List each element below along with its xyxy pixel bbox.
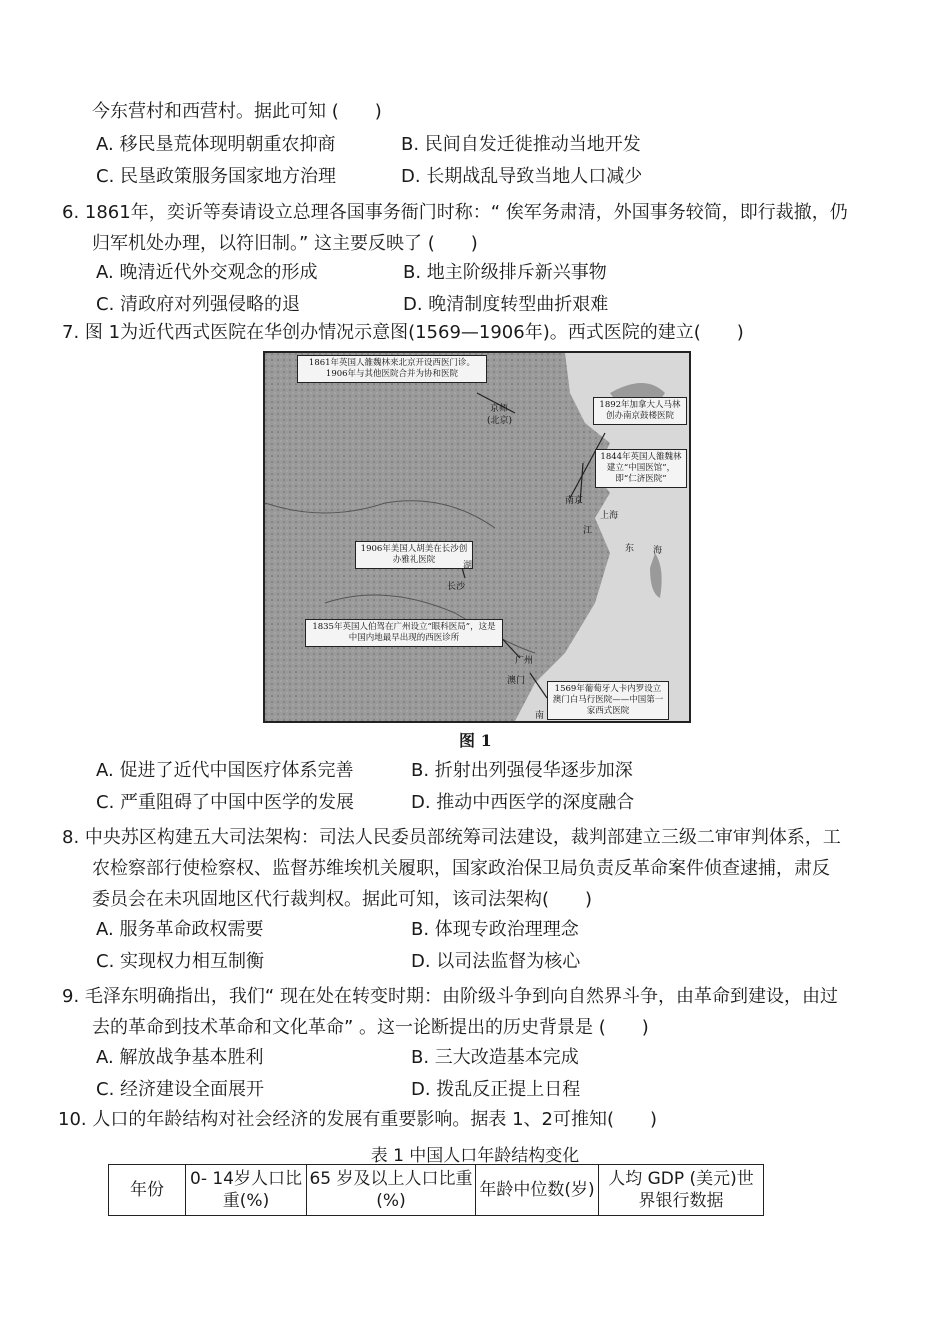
q8-option-a: A. 服务革命政权需要 xyxy=(96,919,264,940)
q5-option-b: B. 民间自发迁徙推动当地开发 xyxy=(401,134,641,155)
label-macau: 澳门 xyxy=(507,676,526,686)
q5-option-a: A. 移民垦荒体现明朝重农抑商 xyxy=(96,134,336,155)
q6-option-a: A. 晚清近代外交观念的形成 xyxy=(96,262,318,283)
q9-stem-line2: 去的革命到技术革命和文化革命” 。这一论断提出的历史背景是 ( ) xyxy=(92,1017,649,1038)
q9-option-b: B. 三大改造基本完成 xyxy=(411,1047,579,1068)
q7-stem: 7. 图 1为近代西式医院在华创办情况示意图(1569—1906年)。西式医院的建立( ) xyxy=(62,322,744,343)
label-changsha: 长沙 xyxy=(447,582,466,592)
q6-option-d: D. 晚清制度转型曲折艰难 xyxy=(403,294,609,315)
table-1 xyxy=(108,1164,764,1216)
q10-stem: 10. 人口的年龄结构对社会经济的发展有重要影响。据表 1、2可推知( ) xyxy=(58,1109,658,1130)
q7-option-a: A. 促进了近代中国医疗体系完善 xyxy=(96,760,354,781)
q8-option-b: B. 体现专政治理理念 xyxy=(411,919,579,940)
label-nan: 南 xyxy=(535,711,545,721)
q8-stem-line2: 农检察部行使检察权、监督苏维埃机关履职，国家政治保卫局负责反革命案件侦查逮捕，肃反 xyxy=(92,858,830,879)
q7-option-c: C. 严重阻碍了中国中医学的发展 xyxy=(96,792,355,813)
callout-guangzhou: 1835年英国人伯驾在广州设立“眼科医局”，这是中国内地最早出现的西医诊所 xyxy=(305,619,503,647)
label-shanghai: 上海 xyxy=(600,511,619,521)
label-hu: 湖 xyxy=(463,561,473,571)
q6-option-b: B. 地主阶级排斥新兴事物 xyxy=(403,262,607,283)
table-header-gdp-per-capita: 人均 GDP (美元)世界银行数据 xyxy=(599,1165,764,1216)
q9-option-a: A. 解放战争基本胜利 xyxy=(96,1047,264,1068)
table-header-median-age: 年龄中位数(岁) xyxy=(476,1165,599,1216)
q6-option-c: C. 清政府对列强侵略的退 xyxy=(96,294,301,315)
figure-caption: 图 1 xyxy=(459,731,492,750)
callout-changsha: 1906年美国人胡美在长沙创办雅礼医院 xyxy=(355,541,473,569)
q6-stem-line1: 6. 1861年，奕䜣等奏请设立总理各国事务衙门时称：“ 俟军务肃清，外国事务较简，即行裁撤，仍 xyxy=(62,202,848,223)
table-header-age-0-14: 0- 14岁人口比重(%) xyxy=(186,1165,307,1216)
label-hai: 海 xyxy=(653,546,663,556)
q5-stem: 今东营村和西营村。据此可知 ( ) xyxy=(92,101,382,122)
label-guangzhou: 广州 xyxy=(515,656,534,666)
q8-stem-line3: 委员会在未巩固地区代行裁判权。据此可知，该司法架构( ) xyxy=(92,889,593,910)
label-beijing: (北京) xyxy=(487,416,513,426)
table-header-row xyxy=(109,1165,764,1216)
q7-option-d: D. 推动中西医学的深度融合 xyxy=(411,792,635,813)
callout-nanjing: 1892年加拿大人马林创办南京鼓楼医院 xyxy=(593,397,687,425)
callout-macau: 1569年葡萄牙人卡内罗设立澳门白马行医院——中国第一家西式医院 xyxy=(547,681,669,720)
table-header-year: 年份 xyxy=(109,1165,186,1216)
callout-beijing: 1861年英国人雒魏林来北京开设西医门诊。1906年与其他医院合并为协和医院 xyxy=(297,355,487,383)
label-nanjing: 南京 xyxy=(565,496,584,506)
q8-stem-line1: 8. 中央苏区构建五大司法架构：司法人民委员部统筹司法建设，裁判部建立三级二审审判体系，工 xyxy=(62,827,841,848)
label-jiang: 江 xyxy=(583,526,593,536)
table-header-age-65-plus: 65 岁及以上人口比重(%) xyxy=(307,1165,476,1216)
q6-stem-line2: 归军机处办理，以符旧制。” 这主要反映了 ( ) xyxy=(92,233,478,254)
q8-option-d: D. 以司法监督为核心 xyxy=(411,951,581,972)
q9-option-d: D. 拨乱反正提上日程 xyxy=(411,1079,581,1100)
figure-1-map xyxy=(263,351,691,723)
label-jingshi: 京师 xyxy=(490,404,509,414)
label-dong: 东 xyxy=(625,544,635,554)
q5-option-c: C. 民垦政策服务国家地方治理 xyxy=(96,166,337,187)
table-1-title: 表 1 中国人口年龄结构变化 xyxy=(370,1146,580,1166)
q9-option-c: C. 经济建设全面展开 xyxy=(96,1079,265,1100)
q7-option-b: B. 折射出列强侵华逐步加深 xyxy=(411,760,633,781)
q8-option-c: C. 实现权力相互制衡 xyxy=(96,951,265,972)
callout-shanghai: 1844年英国人雒魏林建立“中国医馆”，即“仁济医院” xyxy=(595,449,687,488)
q9-stem-line1: 9. 毛泽东明确指出，我们“ 现在处在转变时期：由阶级斗争到向自然界斗争，由革命到建设，由过 xyxy=(62,986,838,1007)
q5-option-d: D. 长期战乱导致当地人口减少 xyxy=(401,166,643,187)
